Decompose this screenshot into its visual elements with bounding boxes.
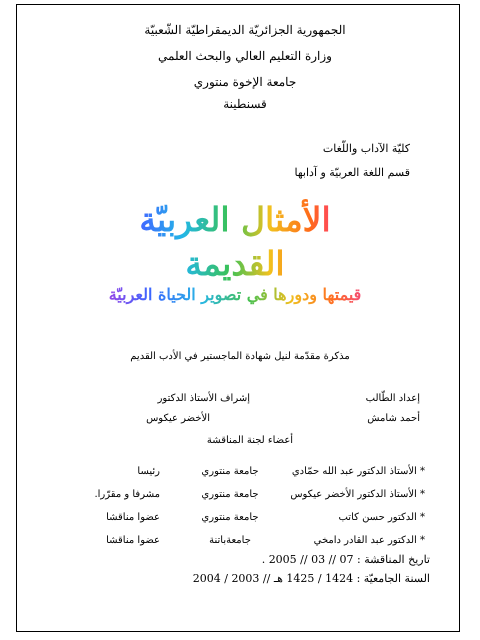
thesis-subtitle: قيمتها ودورها في تصوير الحياة العربيّة bbox=[95, 284, 375, 306]
student-label: إعداد الطّالب bbox=[365, 393, 420, 404]
committee-member-role: عضوا مناقشا bbox=[106, 535, 160, 546]
academic-year: السنة الجامعيّة : 1424 / 1425 هـ // 2003 / 2004 bbox=[192, 572, 430, 585]
thesis-title: الأمثال العربيّة القديمة bbox=[90, 198, 380, 286]
city-header: قسنطينة bbox=[223, 97, 267, 111]
committee-member-name: * الأستاذ الدكتور عبد الله حمّادي bbox=[291, 466, 425, 477]
memo-description: مذكرة مقدّمة لنيل شهادة الماجستير في الأدب القديم bbox=[130, 351, 350, 362]
university-header: جامعة الإخوة منتوري bbox=[193, 75, 297, 89]
college-name: كليّة الآداب واللّغات bbox=[322, 142, 410, 155]
committee-heading: أعضاء لجنة المناقشة bbox=[206, 435, 294, 446]
committee-member-role: عضوا مناقشا bbox=[106, 512, 160, 523]
committee-member-name: * الدكتور حسن كاتب bbox=[338, 512, 425, 523]
republic-header: الجمهورية الجزائريّة الديمقراطيّة الشّعبيّة bbox=[144, 23, 346, 37]
committee-member-university: جامعة منتوري bbox=[201, 466, 259, 477]
supervisor-name: الأخضر عيكوس bbox=[146, 413, 210, 424]
supervisor-label: إشراف الأستاذ الدكتور bbox=[157, 393, 250, 404]
committee-member-university: جامعة منتوري bbox=[201, 512, 259, 523]
ministry-header: وزارة التعليم العالي والبحث العلمي bbox=[158, 49, 332, 63]
committee-member-university: جامعة منتوري bbox=[201, 489, 259, 500]
student-name: أحمد شامش bbox=[367, 413, 420, 424]
defense-date: تاريخ المناقشة : 07 // 03 // 2005 . bbox=[261, 553, 430, 566]
committee-member-university: جامعةباتنة bbox=[209, 535, 251, 546]
committee-member-role: مشرفا و مقرّرا. bbox=[94, 489, 160, 500]
committee-member-name: * الدكتور عبد القادر دامخي bbox=[313, 535, 425, 546]
committee-member-role: رئيسا bbox=[137, 466, 160, 477]
department-name: قسم اللغة العربيّة و آدابها bbox=[294, 166, 410, 179]
committee-member-name: * الأستاذ الدكتور الأخضر عيكوس bbox=[290, 489, 425, 500]
